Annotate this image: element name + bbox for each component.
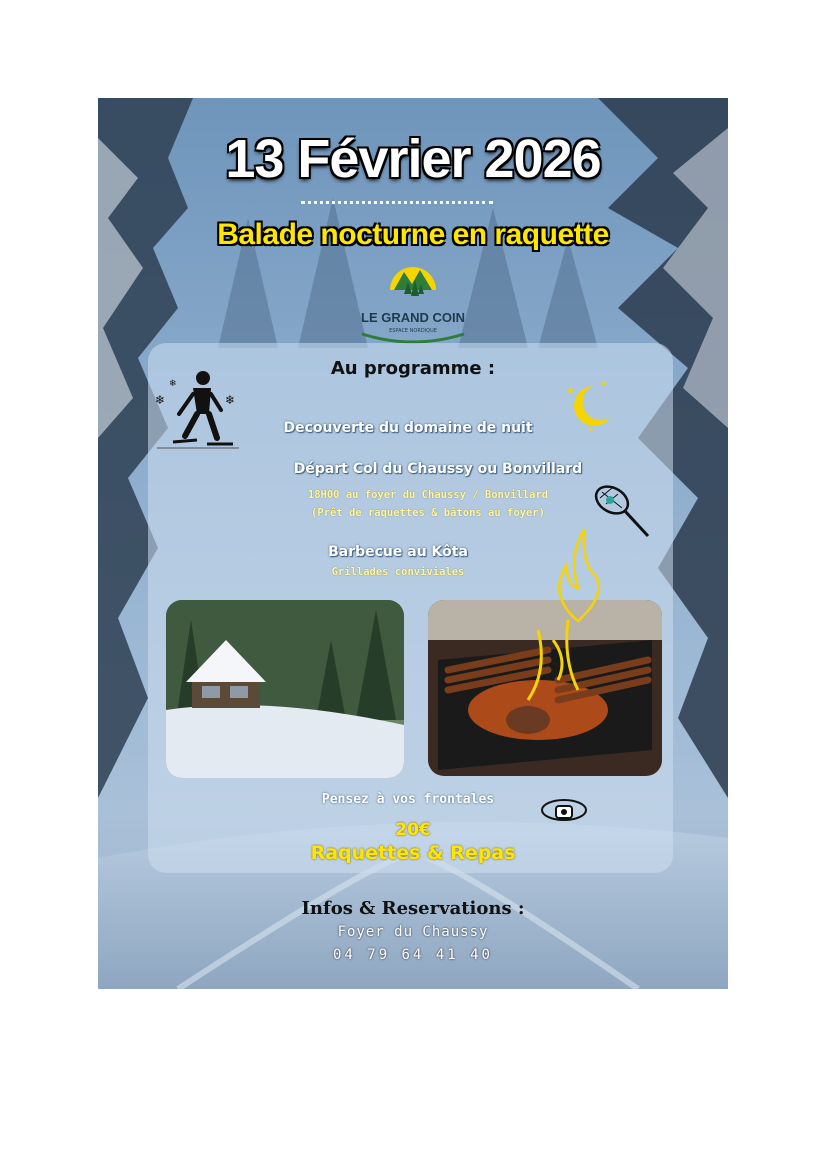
barbecue-grill-photo xyxy=(428,600,662,776)
price: 20€ xyxy=(395,820,431,840)
contact-heading: Infos & Reservations : xyxy=(301,898,525,919)
program-item-barbecue: Barbecue au Kôta xyxy=(328,544,468,560)
svg-text:★: ★ xyxy=(566,386,575,397)
fire-icon xyxy=(548,526,608,626)
moon-stars-icon xyxy=(560,376,616,434)
program-heading: Au programme : xyxy=(330,358,496,379)
svg-text:❄: ❄ xyxy=(155,393,166,407)
contact-place: Foyer du Chaussy xyxy=(337,924,489,940)
snowshoe-hiker-icon xyxy=(153,364,243,454)
svg-text:★: ★ xyxy=(588,426,595,434)
contact-phone: 04 79 64 41 40 xyxy=(332,947,493,963)
program-item-discovery: Decouverte du domaine de nuit xyxy=(283,420,533,436)
logo-name: LE GRAND COIN xyxy=(361,310,465,325)
program-item-departure: Départ Col du Chaussy ou Bonvillard xyxy=(293,461,583,477)
headlamp-reminder: Pensez à vos frontales xyxy=(321,792,495,807)
kota-hut-photo xyxy=(166,600,404,778)
program-item-grillades: Grillades conviviales xyxy=(331,566,465,578)
svg-text:❄: ❄ xyxy=(169,379,177,389)
program-item-rental: (Prêt de raquettes & bâtons au foyer) xyxy=(311,507,545,519)
headlamp-icon xyxy=(538,792,590,828)
kota-hut-image xyxy=(166,600,404,778)
program-item-time: 18H00 au foyer du Chaussy / Bonvillard xyxy=(307,489,549,501)
logo-tagline: ESPACE NORDIQUE xyxy=(389,328,437,334)
event-date: 13 Février 2026 xyxy=(225,129,601,189)
price-detail: Raquettes & Repas xyxy=(310,842,516,864)
event-subtitle: Balade nocturne en raquette xyxy=(217,218,609,251)
svg-text:★: ★ xyxy=(600,379,608,388)
event-poster xyxy=(98,98,728,989)
dotted-divider xyxy=(301,201,493,204)
le-grand-coin-logo xyxy=(386,260,440,312)
svg-text:❄: ❄ xyxy=(225,393,236,407)
grill-image xyxy=(428,600,662,776)
